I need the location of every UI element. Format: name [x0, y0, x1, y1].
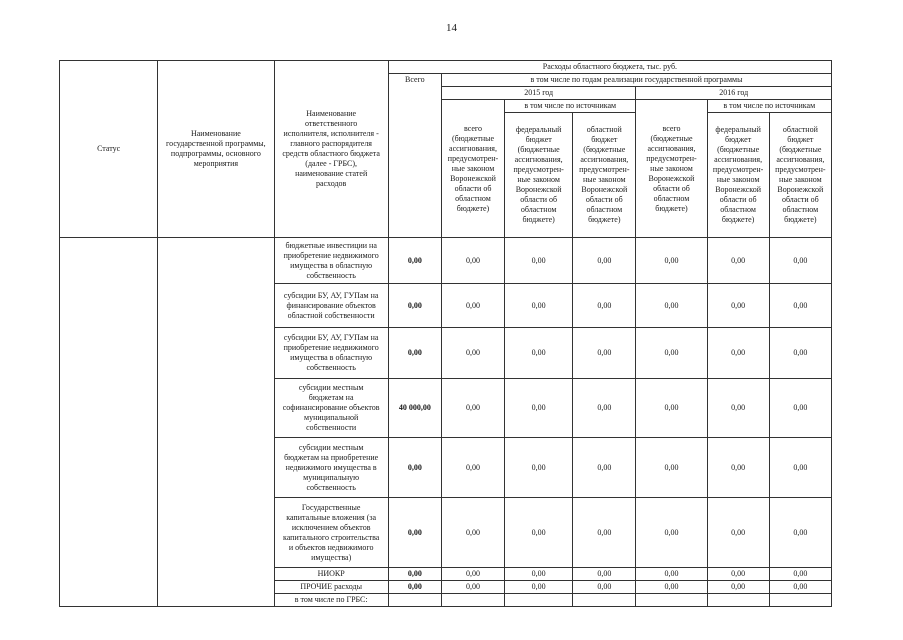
row-2015-total: 0,00	[441, 284, 504, 328]
row-2016-federal: 0,00	[707, 328, 769, 379]
header-by-years: в том числе по годам реализации государственной программы	[441, 74, 831, 87]
row-2016-regional: 0,00	[769, 238, 831, 284]
header-2016-total: всего (бюджетные ассигнования, предусмотрен- ные законом Воронежской области об областном бюджете)	[636, 100, 707, 238]
status-cell	[60, 238, 158, 607]
row-2015-regional: 0,00	[573, 328, 636, 379]
row-2016-total: 0,00	[636, 328, 707, 379]
row-2016-total	[636, 594, 707, 607]
row-2015-regional	[573, 594, 636, 607]
header-total: Всего	[388, 74, 441, 238]
row-2016-regional: 0,00	[769, 379, 831, 438]
row-2016-federal: 0,00	[707, 568, 769, 581]
row-name: в том числе по ГРБС:	[274, 594, 388, 607]
header-program-name: Наименование государственной программы, подпрограммы, основного мероприятия	[158, 61, 274, 238]
row-2016-regional: 0,00	[769, 568, 831, 581]
row-2015-regional: 0,00	[573, 498, 636, 568]
header-2016-regional: областной бюджет (бюджетные ассигнования, предусмотрен- ные законом Воронежской области об областном бюджете)	[769, 113, 831, 238]
row-2015-federal: 0,00	[505, 284, 573, 328]
header-status: Статус	[60, 61, 158, 238]
row-2015-total: 0,00	[441, 379, 504, 438]
header-year-2015: 2015 год	[441, 87, 635, 100]
row-2015-federal: 0,00	[505, 379, 573, 438]
row-2015-total: 0,00	[441, 328, 504, 379]
budget-table	[59, 60, 832, 607]
header-2015-regional: областной бюджет (бюджетные ассигнования, предусмотрен- ные законом Воронежской области об областном бюджете)	[573, 113, 636, 238]
row-2015-total: 0,00	[441, 498, 504, 568]
header-year-2016: 2016 год	[636, 87, 832, 100]
row-2016-federal: 0,00	[707, 438, 769, 498]
row-2016-total: 0,00	[636, 581, 707, 594]
row-2016-total: 0,00	[636, 379, 707, 438]
row-2015-federal: 0,00	[505, 238, 573, 284]
row-2015-total	[441, 594, 504, 607]
program-cell	[158, 238, 274, 607]
row-total: 0,00	[388, 284, 441, 328]
row-2016-total: 0,00	[636, 438, 707, 498]
row-2015-federal: 0,00	[505, 568, 573, 581]
row-2015-total: 0,00	[441, 438, 504, 498]
row-2015-regional: 0,00	[573, 581, 636, 594]
row-2016-regional: 0,00	[769, 498, 831, 568]
row-total: 0,00	[388, 498, 441, 568]
header-2015-federal: федеральный бюджет (бюджетные ассигнования, предусмотрен- ные законом Воронежской области об областном бюджете)	[505, 113, 573, 238]
row-2016-federal: 0,00	[707, 238, 769, 284]
row-2015-federal: 0,00	[505, 328, 573, 379]
row-2016-total: 0,00	[636, 498, 707, 568]
row-2015-regional: 0,00	[573, 379, 636, 438]
row-total: 0,00	[388, 581, 441, 594]
page-number: 14	[446, 22, 457, 34]
row-name: субсидии БУ, АУ, ГУПам на финансирование объектов областной собственности	[274, 284, 388, 328]
row-2015-federal: 0,00	[505, 581, 573, 594]
row-2015-regional: 0,00	[573, 238, 636, 284]
row-name: субсидии БУ, АУ, ГУПам на приобретение недвижимого имущества в областную собственность	[274, 328, 388, 379]
row-name: субсидии местным бюджетам на приобретение недвижимого имущества в муниципальную собственность	[274, 438, 388, 498]
row-2015-federal: 0,00	[505, 498, 573, 568]
header-2015-total: всего (бюджетные ассигнования, предусмотрен- ные законом Воронежской области об областном бюджете)	[441, 100, 504, 238]
row-2016-federal: 0,00	[707, 379, 769, 438]
row-total: 0,00	[388, 238, 441, 284]
row-2015-regional: 0,00	[573, 438, 636, 498]
row-2016-federal	[707, 594, 769, 607]
row-2016-regional: 0,00	[769, 581, 831, 594]
row-2016-total: 0,00	[636, 284, 707, 328]
row-total	[388, 594, 441, 607]
header-2015-by-sources: в том числе по источникам	[505, 100, 636, 113]
row-2016-regional: 0,00	[769, 438, 831, 498]
row-2016-regional: 0,00	[769, 328, 831, 379]
row-2015-federal: 0,00	[505, 438, 573, 498]
row-2015-federal	[505, 594, 573, 607]
header-2016-by-sources: в том числе по источникам	[707, 100, 831, 113]
row-2015-regional: 0,00	[573, 284, 636, 328]
row-name: НИОКР	[274, 568, 388, 581]
row-2016-federal: 0,00	[707, 581, 769, 594]
row-name: ПРОЧИЕ расходы	[274, 581, 388, 594]
row-2016-total: 0,00	[636, 238, 707, 284]
row-name: субсидии местным бюджетам на софинансирование объектов муниципальной собственности	[274, 379, 388, 438]
row-total: 40 000,00	[388, 379, 441, 438]
row-2016-federal: 0,00	[707, 498, 769, 568]
row-2016-regional: 0,00	[769, 284, 831, 328]
row-2015-total: 0,00	[441, 568, 504, 581]
row-2015-total: 0,00	[441, 238, 504, 284]
row-name: бюджетные инвестиции на приобретение недвижимого имущества в областную собственность	[274, 238, 388, 284]
row-2016-regional	[769, 594, 831, 607]
row-2015-regional: 0,00	[573, 568, 636, 581]
header-2016-federal: федеральный бюджет (бюджетные ассигнования, предусмотрен- ные законом Воронежской области об областном бюджете)	[707, 113, 769, 238]
row-2016-federal: 0,00	[707, 284, 769, 328]
row-2015-total: 0,00	[441, 581, 504, 594]
header-executor-name: Наименование ответственного исполнителя, исполнителя - главного распорядителя средств областного бюджета (далее - ГРБС), наименование статей расходов	[274, 61, 388, 238]
row-total: 0,00	[388, 328, 441, 379]
header-expenses-title: Расходы областного бюджета, тыс. руб.	[388, 61, 831, 74]
row-name: Государственные капитальные вложения (за исключением объектов капитального строительства и объектов недвижимого имущества)	[274, 498, 388, 568]
row-2016-total: 0,00	[636, 568, 707, 581]
row-total: 0,00	[388, 568, 441, 581]
row-total: 0,00	[388, 438, 441, 498]
